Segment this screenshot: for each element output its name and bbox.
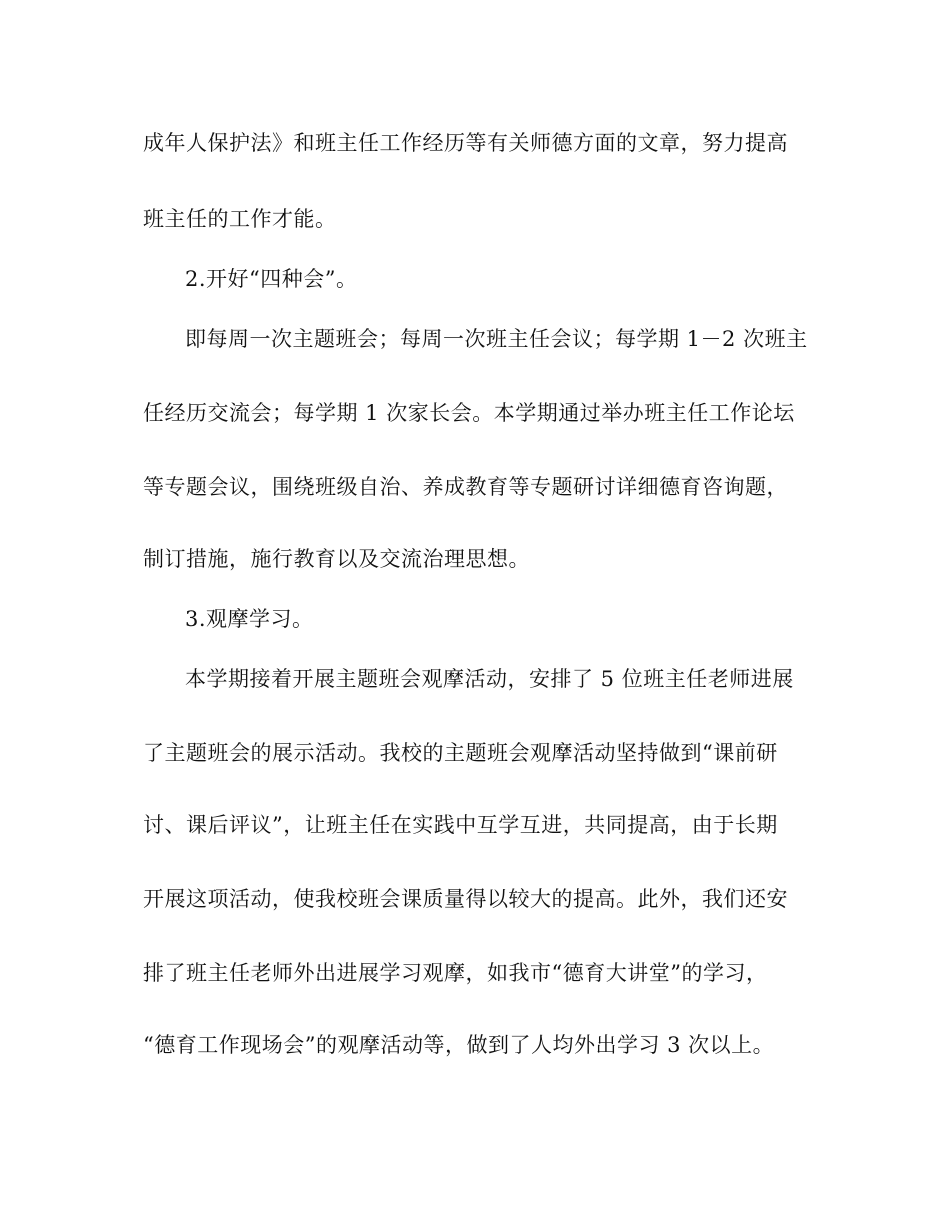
paragraph-line: 任经历交流会；每学期 1 次家长会。本学期通过举办班主任工作论坛 (143, 401, 795, 425)
paragraph-line: 本学期接着开展主题班会观摩活动，安排了 5 位班主任老师进展 (185, 667, 794, 691)
section-heading-3: 3.观摩学习。 (185, 607, 314, 631)
paragraph-line: 等专题会议，围绕班级自治、养成教育等专题研讨详细德育咨询题， (143, 475, 788, 499)
paragraph-line: 开展这项活动，使我校班会课质量得以较大的提高。此外，我们还安 (143, 887, 788, 911)
paragraph-line: 了主题班会的展示活动。我校的主题班会观摩活动坚持做到“课前研 (143, 741, 778, 765)
paragraph-line: 排了班主任老师外出进展学习观摩，如我市“德育大讲堂”的学习， (143, 961, 768, 985)
paragraph-line: 制订措施，施行教育以及交流治理思想。 (143, 547, 530, 571)
paragraph-line: 讨、课后评议”，让班主任在实践中互学互进，共同提高，由于长期 (143, 813, 778, 837)
paragraph-line: “德育工作现场会”的观摩活动等，做到了人均外出学习 3 次以上。 (143, 1033, 775, 1057)
section-heading-2: 2.开好“四种会”。 (185, 267, 358, 291)
paragraph-line: 成年人保护法》和班主任工作经历等有关师德方面的文章，努力提高 (143, 131, 788, 155)
paragraph-line: 即每周一次主题班会；每周一次班主任会议；每学期 1－2 次班主 (185, 327, 808, 351)
paragraph-line: 班主任的工作才能。 (143, 207, 337, 231)
